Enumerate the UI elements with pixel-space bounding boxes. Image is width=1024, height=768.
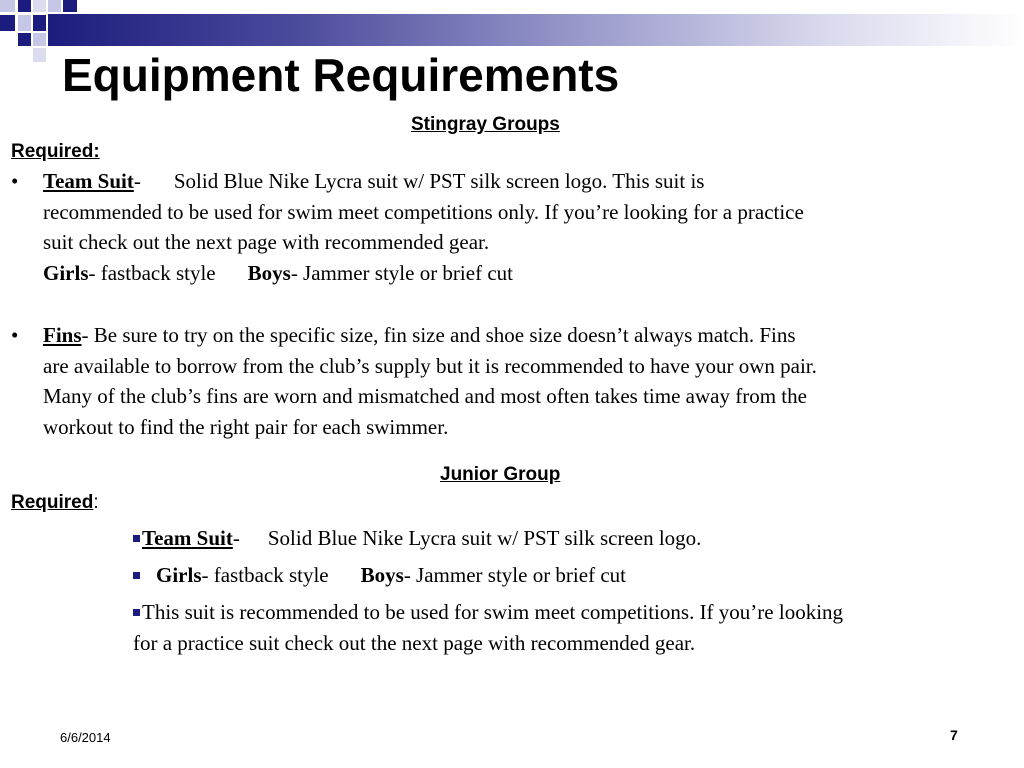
footer-date: 6/6/2014 — [60, 730, 111, 745]
girls-text: - fastback style — [88, 260, 216, 285]
fins-line-3: Many of the club’s fins are worn and mismatched and most often takes time away from the — [43, 384, 807, 408]
deco-square-7 — [18, 33, 31, 46]
fins-bullet: • — [11, 323, 19, 347]
junior-note-line-1: This suit is recommended to be used for swim meet competitions. If you’re looking — [142, 600, 844, 624]
team-suit-bullet: • — [11, 169, 19, 193]
junior-team-suit-item — [133, 523, 701, 554]
deco-square-8 — [33, 33, 46, 46]
fins-line-2: are available to borrow from the club’s supply but it is recommended to have your own pair. — [43, 353, 817, 378]
junior-girls-text: - fastback style — [201, 563, 329, 587]
gradient-title-bar — [48, 14, 1024, 46]
junior-note-item — [133, 597, 1013, 658]
junior-boys-label: Boys — [360, 563, 404, 587]
junior-heading: Junior Group — [440, 464, 561, 485]
square-bullet-icon — [133, 572, 140, 579]
junior-required-label — [11, 491, 99, 515]
junior-team-suit-label: Team Suit — [142, 526, 233, 550]
boys-text: - Jammer style or brief cut — [290, 260, 513, 285]
stingray-team-suit-item — [43, 166, 1013, 288]
slide-title: Equipment Requirements — [62, 49, 620, 101]
square-bullet-icon — [133, 609, 140, 616]
deco-square-5 — [18, 15, 31, 31]
deco-square-6 — [33, 15, 46, 31]
junior-team-suit-separator: - — [232, 526, 240, 550]
deco-square-3 — [33, 0, 46, 12]
junior-required-text: Required — [11, 492, 94, 513]
team-suit-line-2: recommended to be used for swim meet competitions only. If you’re looking for a practice — [43, 199, 804, 224]
team-suit-line-1: Solid Blue Nike Lycra suit w/ PST silk screen logo. This suit is — [173, 169, 705, 193]
deco-square-4 — [0, 15, 15, 31]
deco-square-2 — [18, 0, 31, 12]
stingray-required-label — [11, 140, 100, 164]
fins-label: Fins — [43, 323, 82, 347]
stingray-required-text: Required: — [11, 141, 100, 162]
decorative-header-band — [0, 0, 1024, 50]
deco-square-9 — [48, 0, 61, 12]
junior-girls-label: Girls — [156, 563, 202, 587]
stingray-heading: Stingray Groups — [411, 114, 560, 135]
deco-square-10 — [63, 0, 77, 12]
junior-girls-boys-item — [133, 560, 626, 591]
boys-label: Boys — [247, 260, 291, 285]
fins-line-4: workout to find the right pair for each swimmer. — [43, 414, 449, 439]
girls-label: Girls — [43, 260, 89, 285]
team-suit-line-3: suit check out the next page with recommended gear. — [43, 230, 490, 254]
stingray-fins-item — [43, 320, 1013, 442]
team-suit-label: Team Suit — [43, 169, 134, 193]
square-bullet-icon — [133, 535, 140, 542]
junior-note-line-2: for a practice suit check out the next page with recommended gear. — [133, 630, 696, 655]
junior-team-suit-text: Solid Blue Nike Lycra suit w/ PST silk screen logo. — [267, 526, 702, 550]
junior-required-colon: : — [93, 492, 99, 513]
team-suit-separator: - — [133, 169, 141, 193]
deco-square-11 — [33, 48, 46, 62]
page-number: 7 — [950, 727, 958, 743]
deco-square-1 — [0, 0, 15, 12]
junior-boys-text: - Jammer style or brief cut — [403, 563, 626, 587]
fins-line-1: - Be sure to try on the specific size, fin size and shoe size doesn’t always match. Fins — [81, 323, 796, 347]
